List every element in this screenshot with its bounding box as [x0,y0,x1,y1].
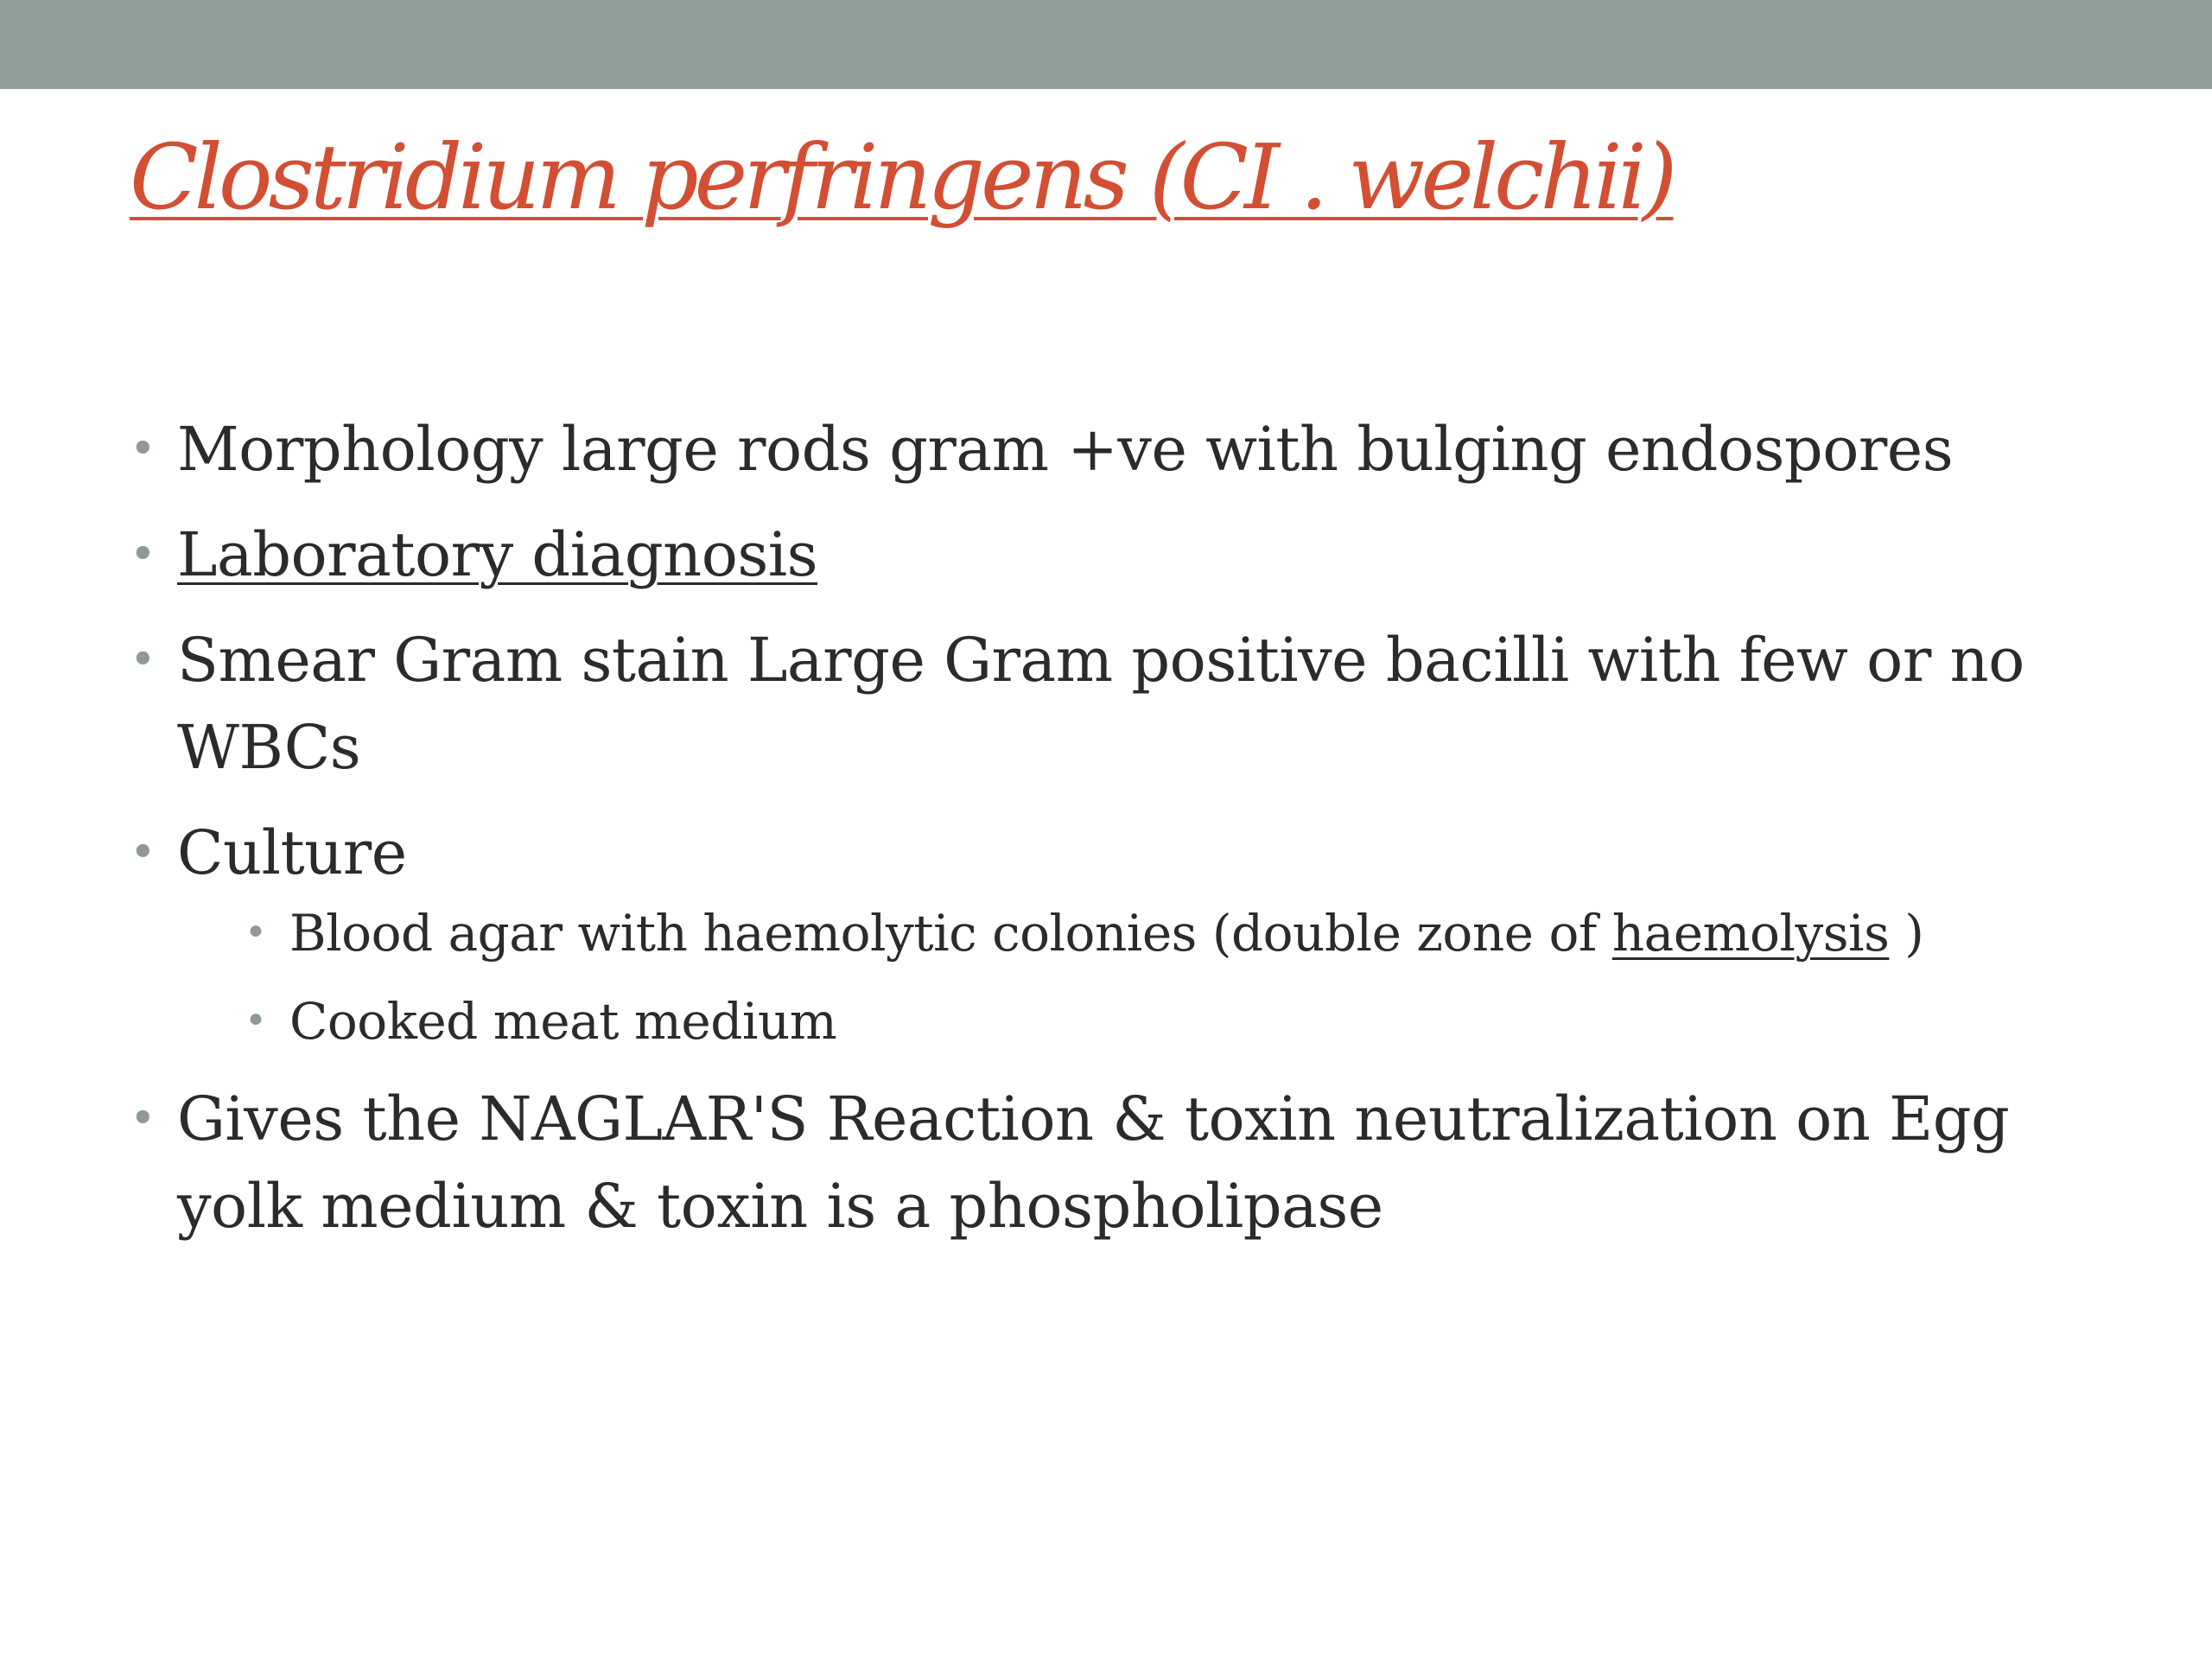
bullet-list [130,406,2152,1268]
cooked-meat-text: Cooked meat medium [289,992,837,1051]
bullet-culture-text: Culture [177,817,407,888]
bullet-morphology [130,406,2152,493]
blood-agar-suffix: ) [1889,904,1924,963]
sub-bullet-blood-agar [177,897,2152,969]
top-color-band [0,0,2212,89]
haemolysis-link[interactable]: haemolysis [1611,904,1890,963]
culture-sub-list [177,897,2152,1058]
blood-agar-text: Blood agar with haemolytic colonies (double zone of [289,904,1612,963]
bullet-culture [130,810,2152,1058]
bullet-naglar-text: Gives the NAGLAR'S Reaction & toxin neutralization on Egg yolk medium & toxin is a phospholipase [177,1084,2010,1242]
bullet-naglar-reaction [130,1076,2152,1250]
bullet-morphology-text: Morphology large rods gram +ve with bulging endospores [177,414,1954,485]
bullet-laboratory-diagnosis [130,512,2152,599]
bullet-smear-text: Smear Gram stain Large Gram positive bacilli with few or no WBCs [177,625,2024,783]
laboratory-diagnosis-heading: Laboratory diagnosis [177,519,818,590]
slide-title: Clostridium perfringens (CI . welchii) [130,124,1674,230]
bullet-smear [130,617,2152,791]
sub-bullet-cooked-meat [177,985,2152,1058]
